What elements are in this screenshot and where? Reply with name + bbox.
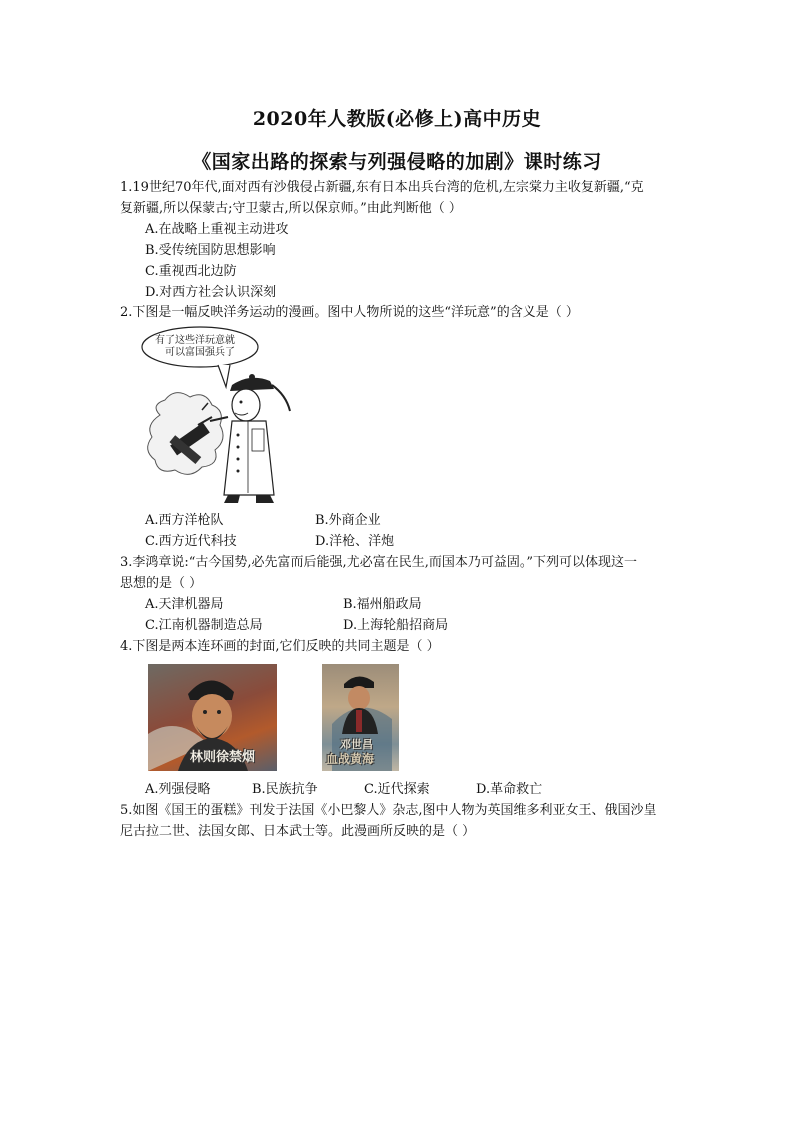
q5-stem-line1: 5.如图《国王的蛋糕》刊发于法国《小巴黎人》杂志,图中人物为英国维多利亚女王、俄国沙皇 [120,803,657,818]
q2-option-c: C.西方近代科技 [145,534,237,549]
q1-stem-line2: 复新疆,所以保蒙古;守卫蒙古,所以保京师。”由此判断他（ ） [120,201,462,216]
document-title: 2020年人教版(必修上)高中历史 [252,108,542,130]
q2-option-b: B.外商企业 [315,513,381,528]
q2-option-a: A.西方洋枪队 [145,513,224,528]
q3-option-b: B.福州船政局 [343,597,422,612]
q1-option-d: D.对西方社会认识深刻 [145,285,277,300]
q2-speech-line2: 可以富国强兵了 [165,347,235,358]
q1-option-a: A.在战略上重视主动进攻 [145,222,289,237]
q2-speech-line1: 有了这些洋玩意就 [155,335,235,346]
q3-stem-line1: 3.李鸿章说:“古今国势,必先富而后能强,尤必富在民生,而国本乃可益固。”下列可以体现这一 [120,555,637,570]
cover2-title-line2: 血战黄海 [326,752,375,766]
document-subtitle: 《国家出路的探索与列强侵略的加剧》课时练习 [192,151,602,173]
q2-option-d: D.洋枪、洋炮 [315,534,395,549]
q1-option-c: C.重视西北边防 [145,264,237,279]
q1-stem-line1: 1.19世纪70年代,面对西有沙俄侵占新疆,东有日本出兵台湾的危机,左宗棠力主收复新疆,“克 [120,180,644,195]
q3-stem-line2: 思想的是（ ） [120,576,203,591]
q4-option-b: B.民族抗争 [252,782,318,797]
q5-stem-line2: 尼古拉二世、法国女郎、日本武士等。此漫画所反映的是（ ） [120,824,476,839]
q4-stem: 4.下图是两本连环画的封面,它们反映的共同主题是（ ） [120,639,440,654]
cover2-title-line1: 邓世昌 [340,738,373,751]
q3-option-c: C.江南机器制造总局 [145,618,263,633]
q4-option-c: C.近代探索 [364,782,430,797]
q2-stem: 2.下图是一幅反映洋务运动的漫画。图中人物所说的这些“洋玩意”的含义是（ ） [120,305,579,320]
q3-option-d: D.上海轮船招商局 [343,618,449,633]
q4-option-a: A.列强侵略 [145,782,211,797]
cover1-title: 林则徐禁烟 [190,750,256,765]
q1-option-b: B.受传统国防思想影响 [145,243,276,258]
q4-option-d: D.革命救亡 [476,782,543,797]
q4-cover1-image [148,664,277,771]
q4-cover2-image [322,664,399,771]
q3-option-a: A.天津机器局 [145,597,224,612]
